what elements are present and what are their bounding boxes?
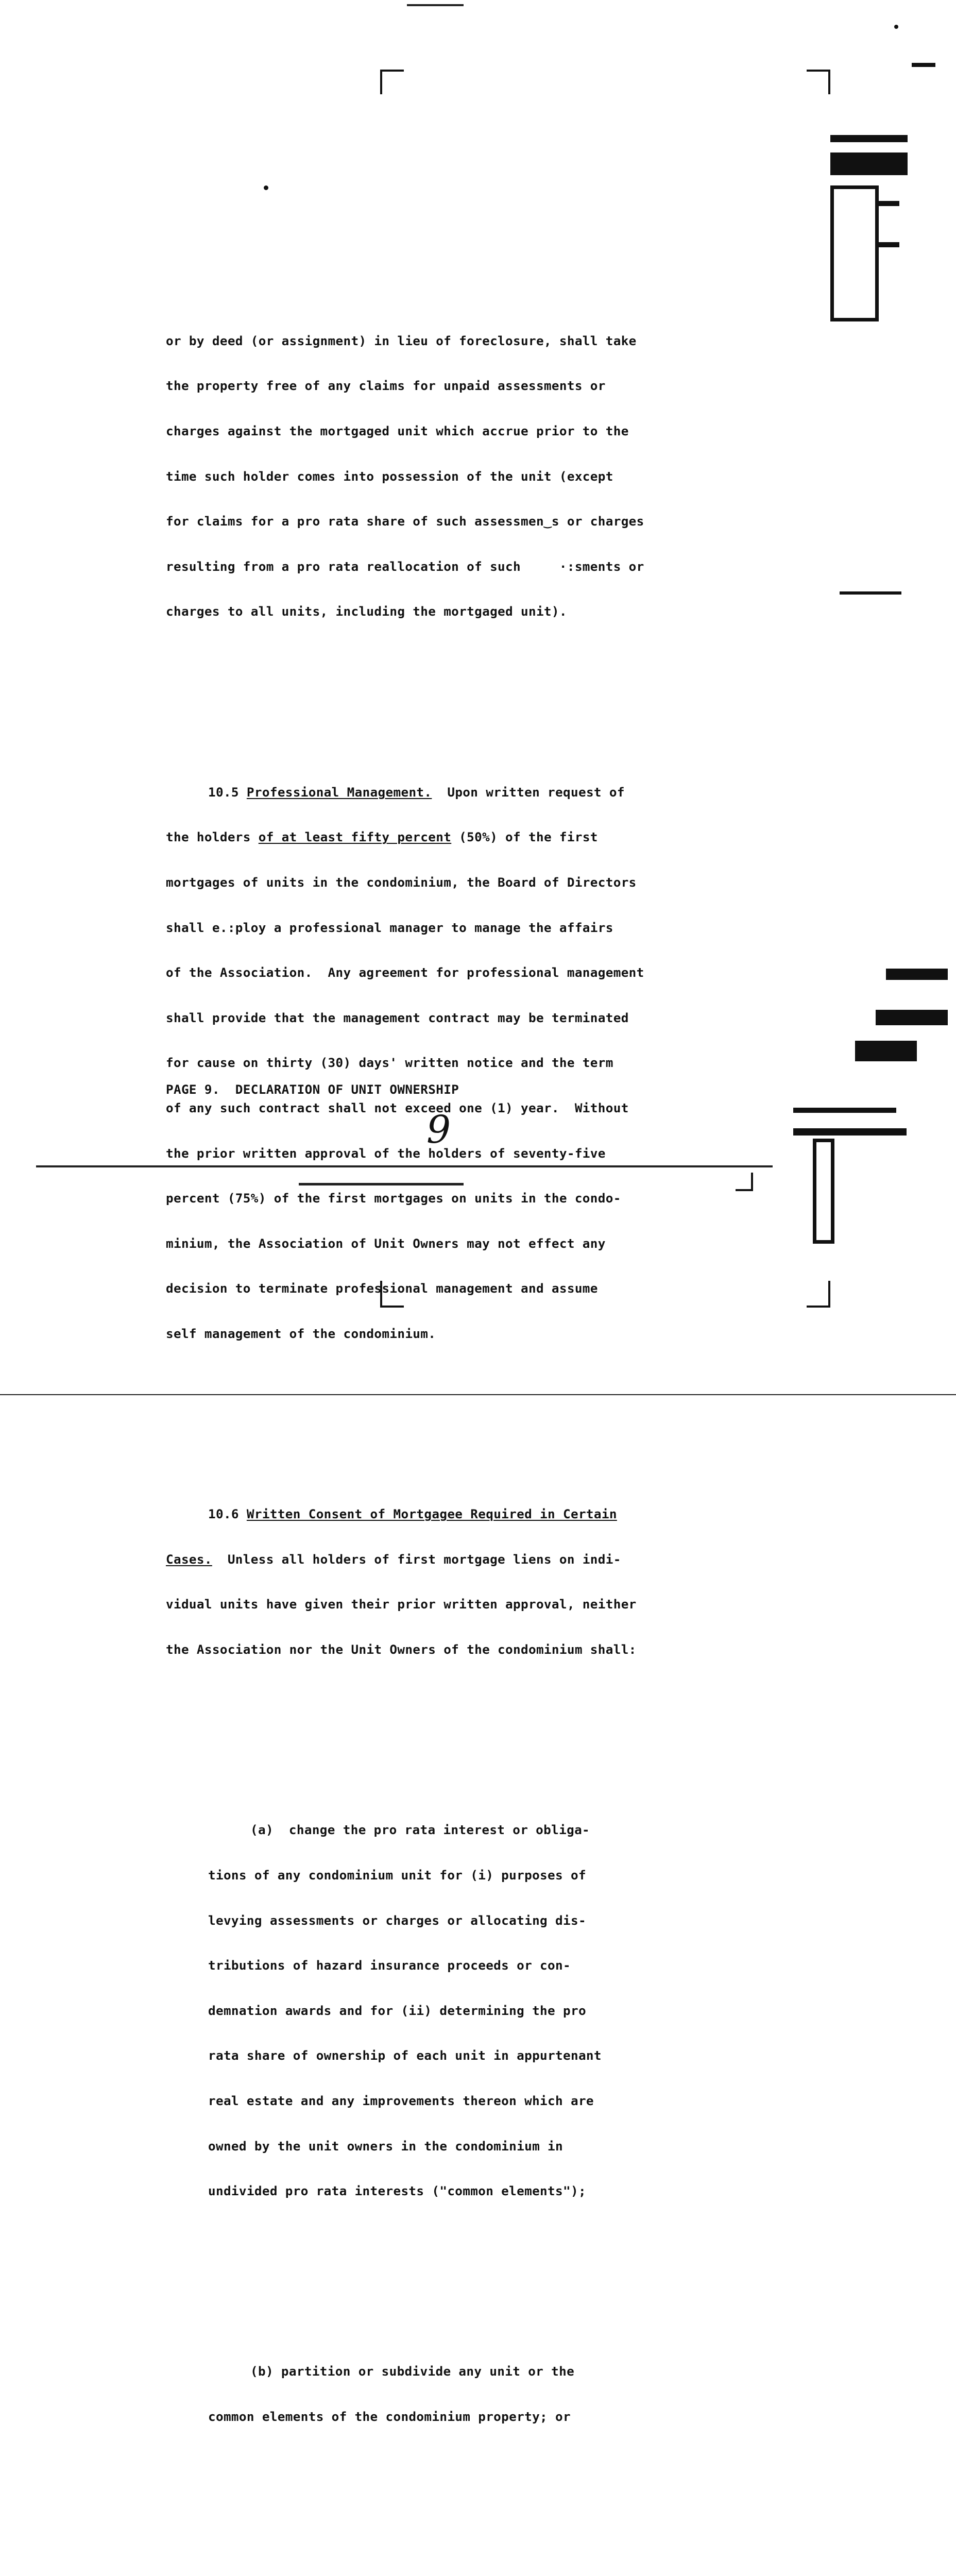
body-line: time such holder comes into possession of the unit (except	[166, 468, 613, 484]
body-line: the property free of any claims for unpaid assessments or	[166, 378, 606, 394]
section-number: 10.6	[208, 1506, 239, 1522]
body-line: vidual units have given their prior written approval, neither	[166, 1597, 637, 1612]
scan-speck	[894, 25, 898, 29]
body-line: mortgages of units in the condominium, the Board of Directors	[166, 874, 637, 890]
crop-mark-top-left	[380, 70, 404, 94]
body-line: charges to all units, including the mortgaged unit).	[166, 604, 567, 619]
section-heading: Written Consent of Mortgagee Required in Certain	[246, 1506, 617, 1522]
body-line: (50%) of the first	[451, 829, 598, 845]
body-line: percent (75%) of the first mortgages on units in the condo-	[166, 1191, 621, 1206]
body-line: common elements of the condominium property; or	[208, 2409, 571, 2425]
item-b	[166, 2334, 743, 2454]
body-line: owned by the unit owners in the condominium in	[208, 2138, 563, 2154]
item-a	[166, 1792, 743, 2229]
section-heading-continued: Cases.	[166, 1551, 212, 1567]
item-c	[166, 2560, 743, 2576]
body-line: Upon written request of	[432, 784, 625, 800]
body-line: tributions of hazard insurance proceeds or con-	[208, 1958, 571, 1973]
page-footer-label: PAGE 9. DECLARATION OF UNIT OWNERSHIP	[166, 1082, 459, 1097]
document-body	[166, 273, 743, 2576]
handwritten-page-number: 9	[426, 1108, 451, 1152]
body-line: Unless all holders of first mortgage liens on indi-	[212, 1551, 621, 1567]
body-line: resulting from a pro rata reallocation of such ·:sments or	[166, 558, 644, 574]
body-line: minium, the Association of Unit Owners may not effect any	[166, 1235, 606, 1251]
body-line: decision to terminate professional management and assume	[166, 1281, 598, 1296]
body-line: (a) change the pro rata interest or obliga-	[250, 1822, 590, 1838]
scan-line-bottom	[36, 1165, 773, 1167]
body-line: tions of any condominium unit for (i) purposes of	[208, 1867, 586, 1883]
scan-speck	[264, 185, 268, 190]
body-line: undivided pro rata interests ("common elements");	[208, 2183, 586, 2199]
section-heading: Professional Management.	[246, 784, 432, 800]
body-line: of any such contract shall not exceed one (1) year. Without	[166, 1100, 629, 1115]
scan-line-bottom	[299, 1183, 464, 1185]
body-line: real estate and any improvements thereon which are	[208, 2093, 594, 2108]
body-line: demnation awards and for (ii) determining the pro	[208, 2003, 586, 2018]
body-line: of the Association. Any agreement for professional management	[166, 965, 644, 980]
body-line: shall e.:ploy a professional manager to manage the affairs	[166, 920, 613, 935]
body-line: rata share of ownership of each unit in appurtenant	[208, 2048, 602, 2063]
section-10-6	[166, 1477, 743, 1687]
opening-paragraph	[166, 303, 743, 649]
crop-mark-top-right	[807, 70, 830, 94]
scan-line-top	[407, 4, 464, 6]
section-number: 10.5	[208, 784, 239, 800]
body-line: shall provide that the management contract may be terminated	[166, 1010, 629, 1025]
section-10-5	[166, 754, 743, 1371]
body-line: for cause on thirty (30) days' written notice and the term	[166, 1055, 613, 1071]
underlined-text: of at least fifty percent	[258, 829, 452, 845]
body-line: levying assessments or charges or allocating dis-	[208, 1912, 586, 1928]
body-line: the prior written approval of the holders of seventy-five	[166, 1145, 606, 1161]
body-line: the Association nor the Unit Owners of the condominium shall:	[166, 1642, 637, 1657]
body-line: for claims for a pro rata share of such assessmen‿s or charges	[166, 514, 644, 529]
body-line: the holders	[166, 829, 259, 845]
body-line: (b) partition or subdivide any unit or the	[250, 2364, 575, 2379]
crop-mark-bottom-right	[807, 1281, 830, 1308]
body-line: self management of the condominium.	[166, 1326, 436, 1342]
body-line: charges against the mortgaged unit which accrue prior to the	[166, 423, 629, 439]
body-line: or by deed (or assignment) in lieu of foreclosure, shall take	[166, 333, 637, 348]
scan-line-bottom	[0, 1394, 956, 1395]
